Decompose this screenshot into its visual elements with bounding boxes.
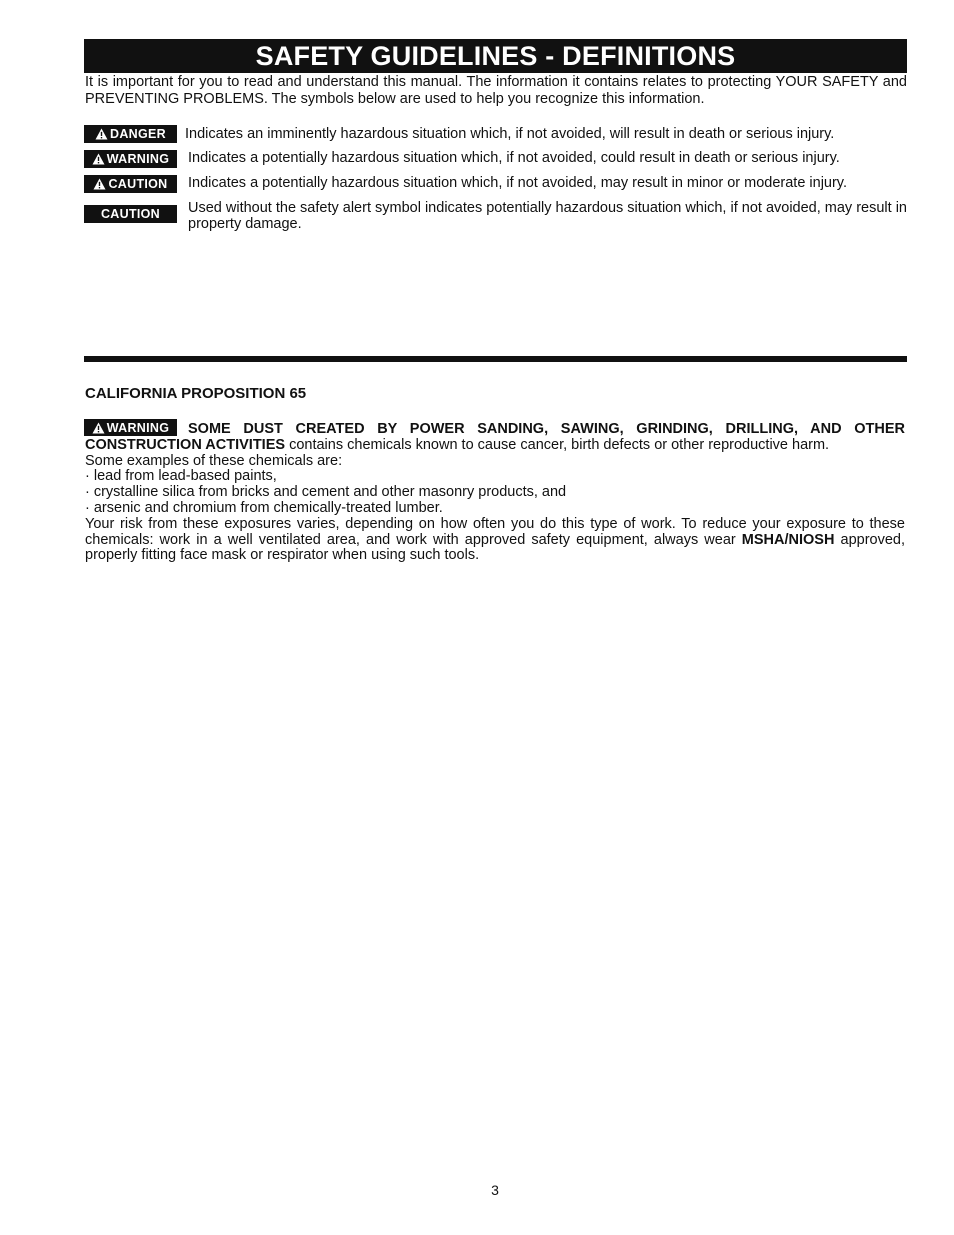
prop65-warning-label: WARNING	[106, 420, 170, 435]
warning-triangle-icon	[92, 153, 105, 165]
caution-label: CAUTION	[100, 207, 161, 221]
prop65-examples-intro: Some examples of these chemicals are:	[85, 452, 343, 469]
caution-alert-badge	[84, 175, 177, 193]
prop65-lead-bold: SOME DUST CREATED BY POWER SANDING, SAWING, GRINDING, DRILLING, AND OTHER CONSTRUCTION ACTIVITIES	[85, 421, 905, 453]
caution-alert-label: CAUTION	[108, 177, 168, 191]
prop65-risk	[85, 517, 905, 564]
prop65-bullet-arsenic: · arsenic and chromium from chemically-treated lumber.	[85, 499, 443, 516]
page-title: SAFETY GUIDELINES - DEFINITIONS	[84, 39, 907, 73]
prop65-bullet-silica: · crystalline silica from bricks and cement and other masonry products, and	[85, 484, 567, 501]
caution-alert-text: Indicates a potentially hazardous situation which, if not avoided, may result in minor or moderate injury.	[188, 175, 848, 191]
warning-label: WARNING	[106, 152, 170, 166]
prop65-lead	[85, 422, 905, 454]
danger-text: Indicates an imminently hazardous situation which, if not avoided, will result in death or serious injury.	[185, 126, 835, 142]
danger-label: DANGER	[110, 127, 166, 141]
prop65-bullet-lead: · lead from lead-based paints,	[85, 468, 277, 485]
caution-text: Used without the safety alert symbol indicates potentially hazardous situation which, if not avoided, may result in property damage.	[188, 200, 907, 232]
california-heading: CALIFORNIA PROPOSITION 65	[85, 385, 307, 402]
caution-badge	[84, 205, 177, 223]
prop65-lead-rest: contains chemicals known to cause cancer, birth defects or other reproductive harm.	[285, 436, 830, 453]
section-divider	[84, 356, 907, 362]
warning-triangle-icon	[93, 178, 106, 190]
prop65-risk-end: approved, properly fitting face mask or respirator when using such tools.	[85, 531, 905, 564]
intro-paragraph: It is important for you to read and understand this manual. The information it contains relates to protecting YOUR SAFETY and PREVENTING PROBLEMS. The symbols below are used to help you recognize this information.	[85, 74, 907, 107]
warning-triangle-icon	[95, 128, 108, 140]
prop65-risk-bold: MSHA/NIOSH	[741, 531, 835, 548]
prop65-risk-text: Your risk from these exposures varies, depending on how often you do this type of work. To reduce your exposure to these chemicals: work in a well ventilated area, and work with approved safety equipment, always wear	[85, 515, 905, 548]
warning-badge	[84, 150, 177, 168]
page-number: 3	[491, 1182, 499, 1198]
prop65-body	[85, 422, 905, 564]
warning-text: Indicates a potentially hazardous situation which, if not avoided, could result in death or serious injury.	[188, 150, 840, 166]
danger-badge	[84, 125, 177, 143]
